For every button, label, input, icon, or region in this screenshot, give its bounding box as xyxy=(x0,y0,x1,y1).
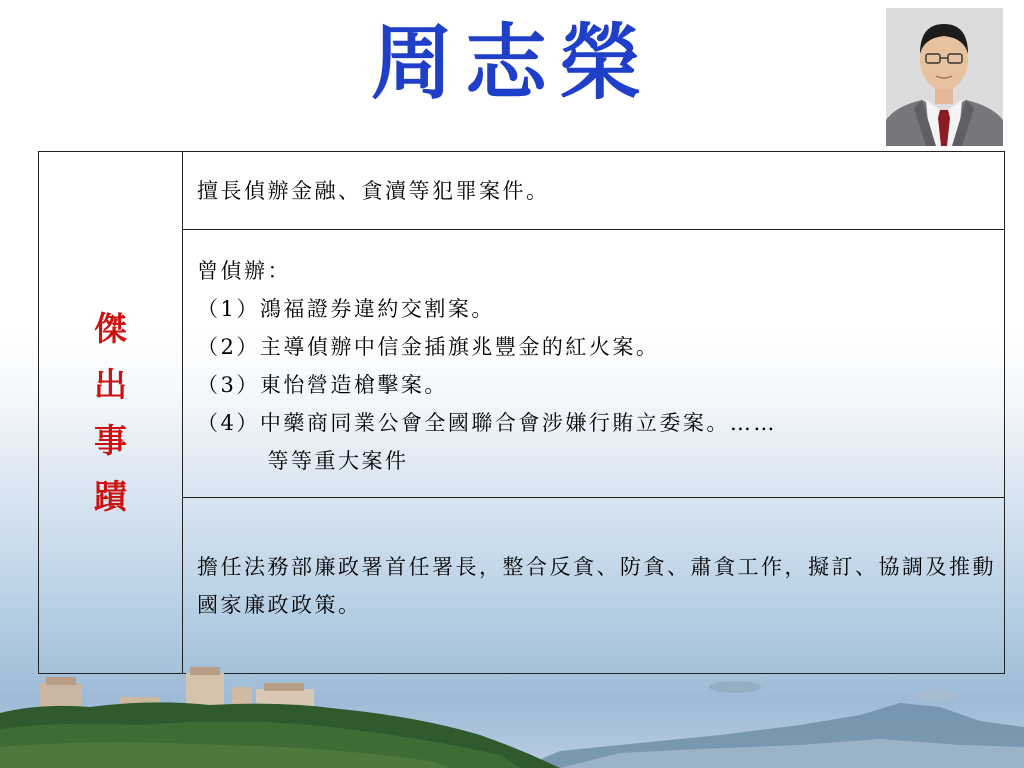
achievement-text-3: 擔任法務部廉政署首任署長，整合反貪、防貪、肅貪工作，擬訂、協調及推動國家廉政政策。 xyxy=(197,554,996,617)
achievement-row-1 xyxy=(183,152,1005,230)
landscape-scenery xyxy=(0,655,1024,768)
section-label-cell xyxy=(39,152,183,674)
section-label: 傑出事蹟 xyxy=(94,308,127,516)
achievement-row-2 xyxy=(183,230,1005,498)
page-title: 周志榮 xyxy=(370,16,653,111)
portrait-illustration xyxy=(886,8,1003,146)
portrait-photo xyxy=(886,8,1003,146)
achievements-table xyxy=(38,151,1005,674)
achievement-row-3 xyxy=(183,498,1005,674)
achievement-text-2: 曾偵辦： （1）鴻福證券違約交割案。 （2）主導偵辦中信金插旗兆豐金的紅火案。 （3）東怡營造槍擊案。 （4）中藥商同業公會全國聯合會涉嫌行賄立委案。…… 等等重大案件 xyxy=(197,258,777,473)
achievement-text-1: 擅長偵辦金融、貪瀆等犯罪案件。 xyxy=(197,178,550,203)
